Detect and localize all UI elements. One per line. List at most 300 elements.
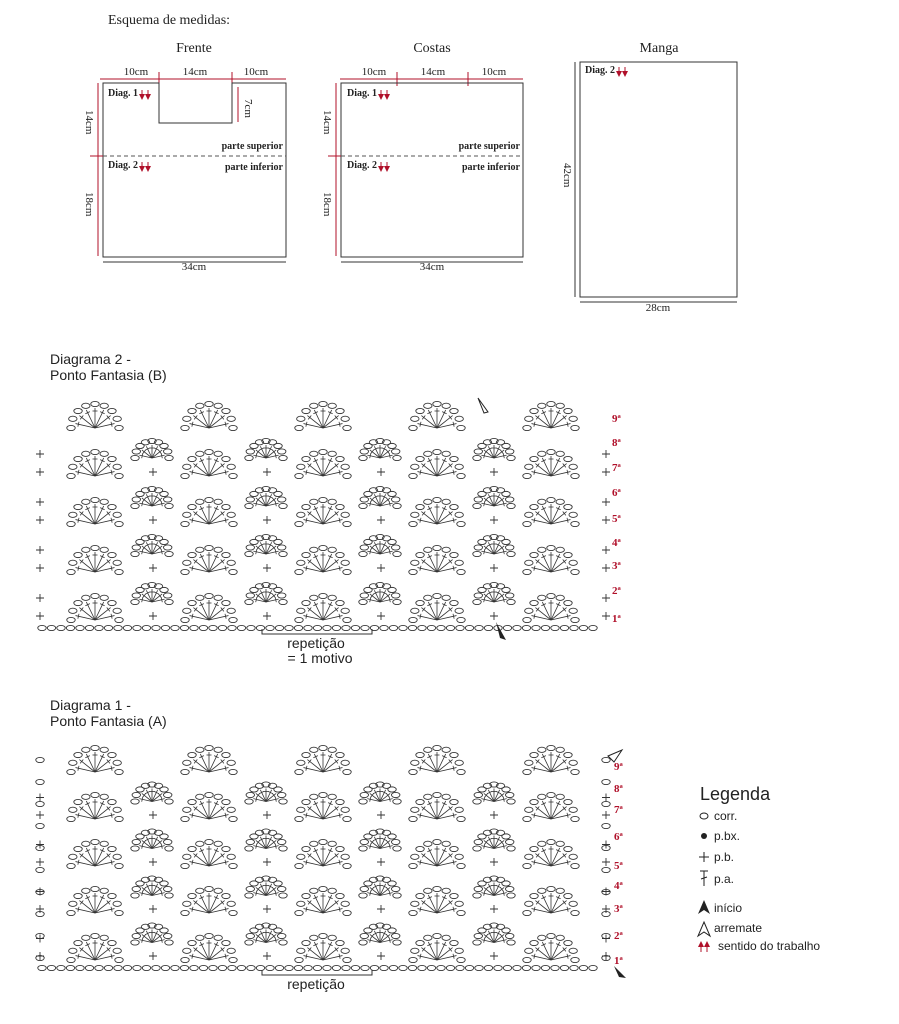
d1-row-2: 2ª (614, 930, 623, 942)
chain-icon (246, 933, 254, 938)
chain-icon (556, 547, 564, 552)
chain-icon (74, 752, 82, 757)
chain-icon (442, 547, 450, 552)
chain-icon (411, 854, 419, 859)
chain-icon (199, 965, 207, 970)
chain-icon (100, 451, 108, 456)
chain-icon (74, 846, 82, 851)
chain-icon (278, 545, 286, 550)
chain-icon (205, 792, 213, 797)
chain-icon (389, 625, 397, 630)
chain-icon (569, 760, 577, 765)
chain-icon (393, 940, 401, 945)
diagram2-title-line2: Ponto Fantasia (B) (50, 367, 167, 383)
chain-icon (547, 497, 555, 502)
chain-icon (523, 816, 531, 821)
chain-icon (351, 625, 359, 630)
chain-icon (214, 595, 222, 600)
chain-icon (82, 547, 90, 552)
d2-row-3: 3ª (612, 560, 621, 572)
chain-icon (196, 547, 204, 552)
chain-icon (278, 792, 286, 797)
chain-icon (310, 499, 318, 504)
chain-icon (538, 935, 546, 940)
chain-icon (165, 503, 173, 508)
chain-icon (506, 792, 514, 797)
chain-icon (245, 455, 253, 460)
chain-icon (571, 957, 579, 962)
chain-icon (266, 965, 274, 970)
single-crochet-icon (149, 564, 157, 572)
d2-row-5: 5ª (612, 513, 621, 525)
chain-icon (473, 940, 481, 945)
chain-icon (227, 901, 235, 906)
chain-icon (246, 497, 254, 502)
chain-icon (525, 512, 533, 517)
chain-icon (113, 512, 121, 517)
legend-label-chain: corr. (714, 809, 738, 823)
chain-icon (67, 473, 75, 478)
chain-icon (108, 846, 116, 851)
chain-icon (279, 455, 287, 460)
single-crochet-icon (490, 952, 498, 960)
chain-icon (181, 863, 189, 868)
chain-icon (455, 807, 463, 812)
chain-icon (388, 787, 396, 792)
chain-icon (530, 846, 538, 851)
costas-upper-label: parte superior (458, 141, 520, 152)
chain-icon (388, 587, 396, 592)
chain-icon (538, 547, 546, 552)
chain-icon (556, 794, 564, 799)
chain-icon (409, 425, 417, 430)
chain-icon (359, 599, 367, 604)
chain-icon (229, 569, 237, 574)
chain-icon (100, 794, 108, 799)
finish-arrow-icon (478, 398, 488, 413)
chain-icon (336, 940, 344, 945)
chain-icon (108, 752, 116, 757)
chain-icon (474, 886, 482, 891)
chain-icon (538, 403, 546, 408)
chain-icon (360, 545, 368, 550)
chain-icon (190, 965, 198, 970)
chain-icon (474, 497, 482, 502)
chain-icon (418, 625, 426, 630)
chain-icon (455, 854, 463, 859)
chain-icon (188, 752, 196, 757)
chain-icon (245, 799, 253, 804)
chain-icon (532, 965, 540, 970)
chain-icon (392, 593, 400, 598)
chain-icon (602, 779, 610, 784)
chain-icon (571, 425, 579, 430)
chain-icon (560, 625, 568, 630)
chain-icon (67, 569, 75, 574)
chain-icon (82, 747, 90, 752)
chain-icon (183, 807, 191, 812)
direction-arrows-icon (381, 162, 387, 169)
chain-icon (229, 910, 237, 915)
chain-icon (525, 854, 533, 859)
chain-icon (181, 569, 189, 574)
d2-repeat-motif: = 1 motivo (287, 650, 353, 666)
chain-icon (360, 449, 368, 454)
single-crochet-icon (602, 564, 610, 572)
chain-icon (91, 792, 99, 797)
chain-icon (523, 521, 531, 526)
chain-icon (108, 940, 116, 945)
chain-icon (547, 449, 555, 454)
chain-icon (164, 497, 172, 502)
single-crochet-icon (602, 546, 610, 554)
chain-icon (507, 940, 515, 945)
frente-diag2: Diag. 2 (108, 160, 138, 171)
chain-icon (564, 846, 572, 851)
chain-icon (530, 893, 538, 898)
chain-icon (180, 965, 188, 970)
single-crochet-icon (36, 498, 44, 506)
single-crochet-icon (377, 516, 385, 524)
chain-icon (522, 965, 530, 970)
chain-icon (503, 965, 511, 970)
manga-diag2: Diag. 2 (585, 65, 615, 76)
chain-icon (297, 512, 305, 517)
chain-icon (416, 504, 424, 509)
chain-icon (188, 893, 196, 898)
chain-icon (360, 886, 368, 891)
chain-icon (530, 456, 538, 461)
chain-icon (190, 625, 198, 630)
single-crochet-icon (602, 794, 610, 802)
chain-icon (131, 799, 139, 804)
chain-icon (227, 464, 235, 469)
chain-icon (304, 625, 312, 630)
chain-icon (433, 401, 441, 406)
single-crochet-icon (36, 564, 44, 572)
chain-icon (450, 799, 458, 804)
chain-icon (82, 595, 90, 600)
chain-icon (196, 747, 204, 752)
chain-icon (188, 552, 196, 557)
d1-repeat-label: repetição (287, 976, 345, 992)
chain-icon (388, 834, 396, 839)
chain-icon (297, 608, 305, 613)
chain-icon (278, 593, 286, 598)
single-crochet-icon (36, 612, 44, 620)
chain-icon (205, 839, 213, 844)
chain-icon (115, 617, 123, 622)
manga-width: 28cm (645, 302, 671, 314)
chain-icon (222, 940, 230, 945)
chain-icon (196, 451, 204, 456)
chain-icon (547, 593, 555, 598)
chain-icon (424, 935, 432, 940)
chain-icon (328, 547, 336, 552)
chain-icon (131, 455, 139, 460)
chain-icon (133, 625, 141, 630)
chain-icon (359, 846, 367, 851)
chain-icon (571, 769, 579, 774)
chain-icon (589, 625, 597, 630)
chain-icon (188, 846, 196, 851)
chain-icon (132, 545, 140, 550)
chain-icon (411, 560, 419, 565)
d2-row-9: 9ª (612, 413, 621, 425)
chain-icon (502, 539, 510, 544)
single-crochet-icon (602, 841, 610, 849)
chain-icon (247, 625, 255, 630)
single-crochet-icon (490, 858, 498, 866)
chain-icon (227, 948, 235, 953)
costas-upper-height: 14cm (321, 110, 333, 135)
frente-upper-height: 14cm (83, 110, 95, 135)
chain-icon (359, 455, 367, 460)
chain-icon (424, 747, 432, 752)
chain-icon (214, 888, 222, 893)
chain-icon (113, 560, 121, 565)
chain-icon (91, 449, 99, 454)
chain-icon (131, 599, 139, 604)
chain-icon (474, 593, 482, 598)
chain-icon (279, 893, 287, 898)
chain-icon (295, 910, 303, 915)
chain-icon (115, 816, 123, 821)
chain-icon (76, 965, 84, 970)
frente-schematic (83, 41, 286, 273)
single-crochet-icon (263, 905, 271, 913)
chain-icon (183, 464, 191, 469)
chain-icon (274, 491, 282, 496)
chain-icon (91, 545, 99, 550)
single-crochet-icon (36, 594, 44, 602)
chain-icon (196, 935, 204, 940)
chain-icon (67, 957, 75, 962)
chain-icon (304, 965, 312, 970)
chain-icon (205, 886, 213, 891)
chain-icon (411, 760, 419, 765)
chain-icon (424, 794, 432, 799)
chain-icon (523, 910, 531, 915)
frente-upper-label: parte superior (221, 141, 283, 152)
chain-icon (341, 760, 349, 765)
chain-icon (295, 816, 303, 821)
chain-icon (100, 403, 108, 408)
d1-row-4: 4ª (614, 880, 623, 892)
chain-icon (494, 965, 502, 970)
single-crochet-icon (602, 858, 610, 866)
chain-icon (424, 595, 432, 600)
chain-icon (416, 846, 424, 851)
chain-icon (181, 425, 189, 430)
chain-icon (115, 910, 123, 915)
frente-diag1: Diag. 1 (108, 88, 138, 99)
chain-icon (507, 551, 515, 556)
chain-icon (523, 617, 531, 622)
d1-row-7: 7ª (614, 804, 623, 816)
chain-icon (113, 901, 121, 906)
chain-icon (91, 593, 99, 598)
chain-icon (319, 792, 327, 797)
chain-icon (380, 965, 388, 970)
chain-icon (165, 455, 173, 460)
single-crochet-icon (602, 612, 610, 620)
chain-icon (229, 816, 237, 821)
chain-icon (465, 965, 473, 970)
chain-icon (100, 841, 108, 846)
chain-icon (473, 503, 481, 508)
chain-icon (336, 600, 344, 605)
chain-icon (416, 893, 424, 898)
chain-icon (164, 792, 172, 797)
single-crochet-icon (490, 612, 498, 620)
chain-icon (502, 443, 510, 448)
chain-icon (246, 839, 254, 844)
chain-icon (507, 455, 515, 460)
chain-icon (579, 625, 587, 630)
legend-label-start: início (714, 901, 743, 915)
chain-icon (310, 935, 318, 940)
single-crochet-icon (377, 612, 385, 620)
chain-icon (564, 408, 572, 413)
chain-icon (541, 625, 549, 630)
chain-icon (108, 504, 116, 509)
chain-icon (433, 839, 441, 844)
chain-icon (188, 940, 196, 945)
chain-icon (547, 401, 555, 406)
chain-icon (560, 965, 568, 970)
chain-icon (411, 901, 419, 906)
chain-icon (538, 595, 546, 600)
single-crochet-icon (263, 612, 271, 620)
chain-icon (160, 587, 168, 592)
chain-icon (474, 545, 482, 550)
chain-icon (523, 425, 531, 430)
chain-icon (433, 449, 441, 454)
direction-arrows-icon (142, 162, 148, 169)
chain-icon (74, 408, 82, 413)
chain-icon (506, 933, 514, 938)
chain-icon (183, 608, 191, 613)
chain-icon (556, 935, 564, 940)
chain-icon (199, 625, 207, 630)
chain-icon (437, 625, 445, 630)
chain-icon (475, 965, 483, 970)
single-crochet-icon (36, 858, 44, 866)
chain-icon (360, 593, 368, 598)
chain-icon (564, 552, 572, 557)
chain-icon (214, 547, 222, 552)
chain-icon (142, 625, 150, 630)
chain-icon (214, 841, 222, 846)
costas-diag1: Diag. 1 (347, 88, 377, 99)
chain-icon (392, 886, 400, 891)
single-crochet-icon (377, 811, 385, 819)
chain-icon (131, 503, 139, 508)
chain-icon (160, 928, 168, 933)
chain-icon (74, 456, 82, 461)
chain-icon (113, 464, 121, 469)
chain-icon (602, 867, 610, 872)
chain-icon (47, 625, 55, 630)
chain-icon (569, 512, 577, 517)
chain-icon (214, 403, 222, 408)
single-crochet-icon (149, 516, 157, 524)
chain-icon (161, 625, 169, 630)
chain-icon (113, 760, 121, 765)
chain-icon (551, 625, 559, 630)
chain-icon (442, 499, 450, 504)
single-crochet-icon (377, 905, 385, 913)
chain-icon (556, 451, 564, 456)
chain-icon (214, 794, 222, 799)
costas-top-left: 10cm (361, 66, 387, 78)
chain-icon (473, 846, 481, 851)
chain-icon (409, 816, 417, 821)
chain-icon (100, 888, 108, 893)
chain-icon (227, 560, 235, 565)
chain-icon (229, 863, 237, 868)
single-crochet-icon (36, 450, 44, 458)
chain-icon (416, 940, 424, 945)
chain-icon (442, 403, 450, 408)
single-crochet-icon (490, 564, 498, 572)
chain-icon (457, 425, 465, 430)
chain-icon (164, 933, 172, 938)
chain-icon (123, 625, 131, 630)
chain-icon (700, 813, 708, 819)
chain-icon (205, 545, 213, 550)
chain-icon (336, 504, 344, 509)
chain-icon (274, 881, 282, 886)
direction-arrows-icon (619, 67, 625, 74)
chain-icon (82, 794, 90, 799)
chain-icon (297, 901, 305, 906)
chain-icon (571, 816, 579, 821)
chain-icon (450, 456, 458, 461)
chain-icon (569, 416, 577, 421)
chain-icon (393, 846, 401, 851)
chain-icon (164, 545, 172, 550)
diagram2-title-line1: Diagrama 2 - (50, 351, 131, 367)
chain-icon (85, 965, 93, 970)
chain-icon (132, 449, 140, 454)
chain-icon (343, 769, 351, 774)
chain-icon (392, 792, 400, 797)
single-crochet-icon (263, 858, 271, 866)
chain-icon (602, 823, 610, 828)
chain-icon (205, 401, 213, 406)
chain-icon (180, 625, 188, 630)
chain-icon (295, 617, 303, 622)
chain-icon (328, 794, 336, 799)
chain-icon (556, 747, 564, 752)
chain-icon (336, 799, 344, 804)
d1-row-3: 3ª (614, 903, 623, 915)
costas-diag2: Diag. 2 (347, 160, 377, 171)
chain-icon (523, 569, 531, 574)
chain-icon (547, 545, 555, 550)
chain-icon (474, 839, 482, 844)
single-crochet-icon (490, 811, 498, 819)
chain-icon (74, 799, 82, 804)
chain-icon (530, 752, 538, 757)
chain-icon (602, 801, 610, 806)
chain-icon (341, 948, 349, 953)
chain-icon (188, 799, 196, 804)
chain-icon (302, 456, 310, 461)
chain-icon (393, 599, 401, 604)
